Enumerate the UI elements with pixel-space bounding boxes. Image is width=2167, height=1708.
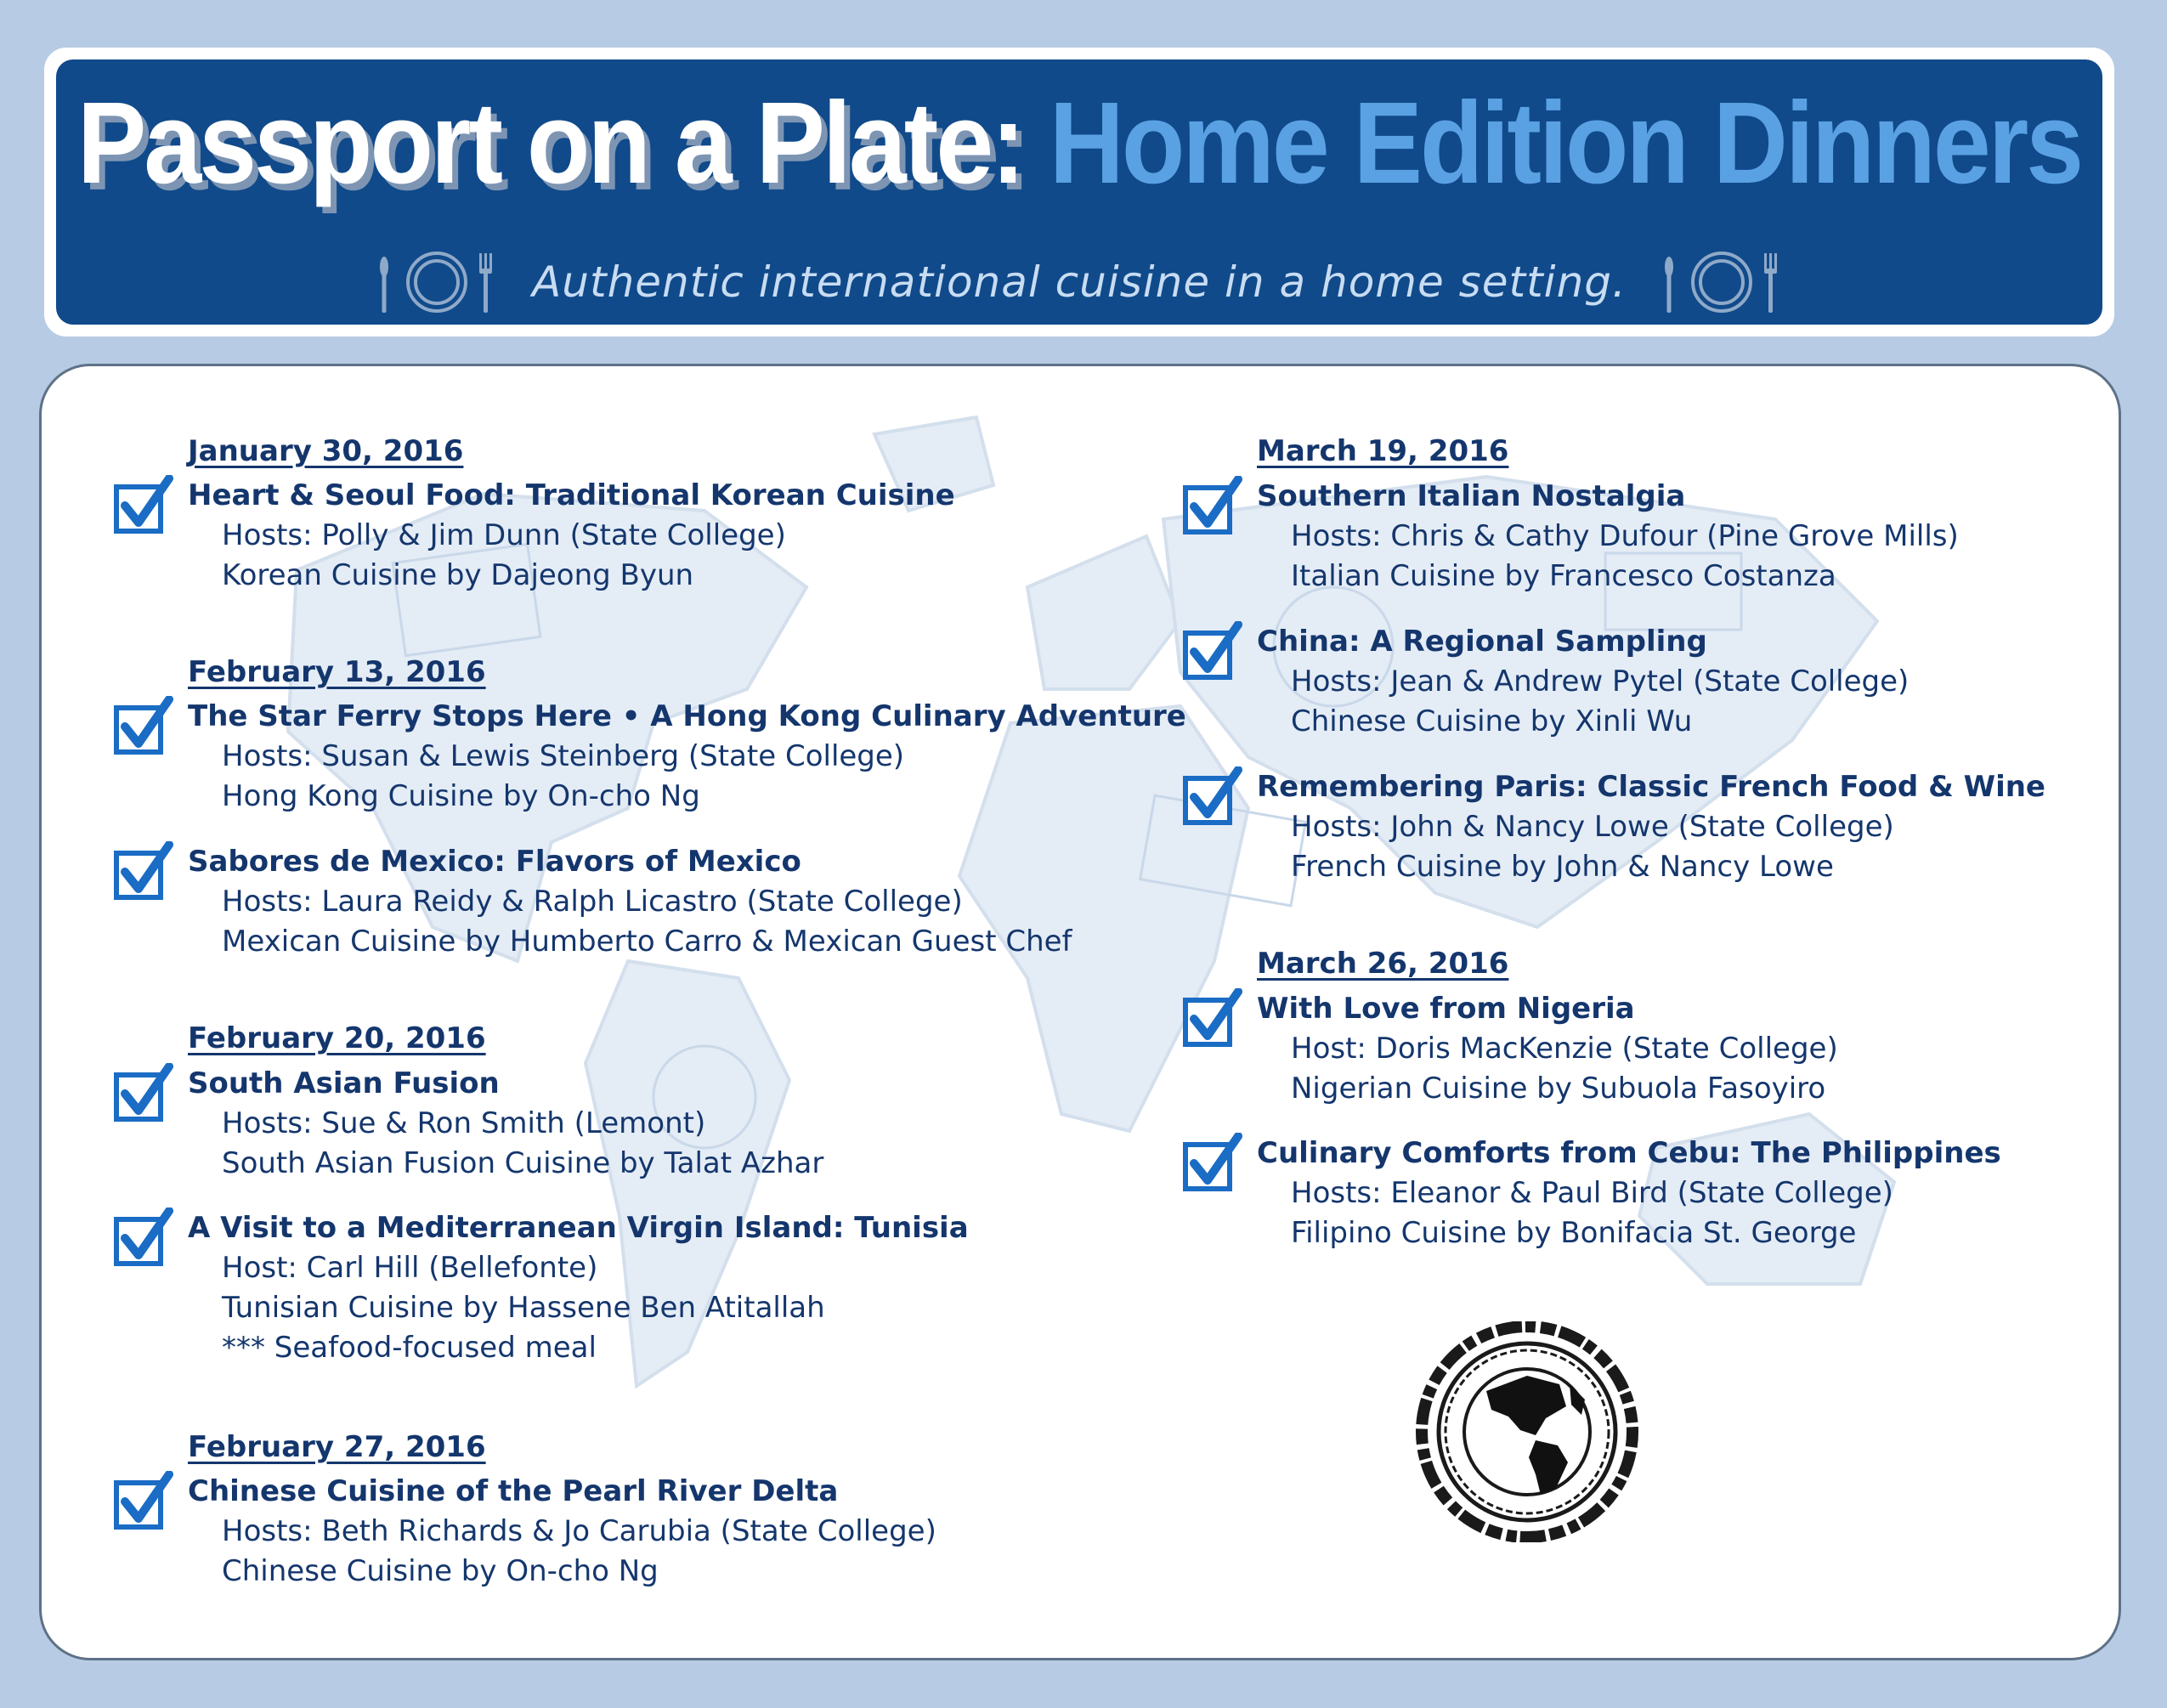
event-title: Culinary Comforts from Cebu: The Philippines: [1257, 1136, 2001, 1170]
event-note: *** Seafood-focused meal: [222, 1331, 597, 1365]
event-title: Sabores de Mexico: Flavors of Mexico: [188, 845, 801, 879]
event-hosts: Hosts: Polly & Jim Dunn (State College): [222, 518, 786, 552]
event-cuisine: Korean Cuisine by Dajeong Byun: [222, 558, 694, 592]
place-setting-icon: [1657, 248, 1786, 316]
checkbox-icon: [113, 475, 176, 538]
checkbox-icon: [113, 1471, 176, 1534]
event-hosts: Hosts: Jean & Andrew Pytel (State College): [1291, 665, 1910, 698]
event-title: The Star Ferry Stops Here • A Hong Kong Culinary Adventure: [188, 699, 1186, 733]
event-cuisine: Mexican Cuisine by Humberto Carro & Mexican Guest Chef: [222, 925, 1072, 959]
event-title: Southern Italian Nostalgia: [1257, 479, 1686, 513]
event-cuisine: French Cuisine by John & Nancy Lowe: [1291, 850, 1834, 884]
event-hosts: Hosts: Sue & Ron Smith (Lemont): [222, 1106, 706, 1140]
date-heading: January 30, 2016: [188, 434, 464, 468]
checkbox-icon: [1182, 988, 1245, 1051]
place-setting-icon: [372, 248, 501, 316]
event-hosts: Host: Carl Hill (Bellefonte): [222, 1251, 598, 1285]
event-hosts: Hosts: John & Nancy Lowe (State College): [1291, 810, 1894, 844]
checkbox-icon: [113, 1063, 176, 1126]
globe-stamp-icon: [1408, 1321, 1646, 1542]
date-heading: March 26, 2016: [1257, 947, 1509, 981]
subtitle: Authentic international cuisine in a home setting.: [532, 257, 1627, 307]
event-title: China: A Regional Sampling: [1257, 625, 1707, 659]
checkbox-icon: [1182, 476, 1245, 539]
checkbox-icon: [1182, 766, 1245, 829]
event-cuisine: Chinese Cuisine by Xinli Wu: [1291, 704, 1693, 738]
event-hosts: Host: Doris MacKenzie (State College): [1291, 1032, 1838, 1066]
event-cuisine: Italian Cuisine by Francesco Costanza: [1291, 559, 1836, 593]
title-part2: Home Edition Dinners: [1049, 77, 2082, 208]
page-title: [56, 76, 2102, 210]
checkbox-icon: [1182, 621, 1245, 684]
checkbox-icon: [113, 696, 176, 759]
event-hosts: Hosts: Chris & Cathy Dufour (Pine Grove Mills): [1291, 519, 1959, 553]
event-cuisine: Hong Kong Cuisine by On-cho Ng: [222, 779, 700, 813]
event-title: Remembering Paris: Classic French Food & Wine: [1257, 770, 2045, 804]
checkbox-icon: [1182, 1133, 1245, 1196]
checkbox-icon: [113, 841, 176, 904]
event-title: Chinese Cuisine of the Pearl River Delta: [188, 1474, 839, 1508]
date-heading: February 27, 2016: [188, 1430, 486, 1464]
checkbox-icon: [113, 1207, 176, 1270]
schedule-panel: [39, 364, 2121, 1660]
event-title: With Love from Nigeria: [1257, 992, 1635, 1026]
event-hosts: Hosts: Laura Reidy & Ralph Licastro (State College): [222, 885, 963, 919]
event-title: South Asian Fusion: [188, 1066, 500, 1100]
event-cuisine: Tunisian Cuisine by Hassene Ben Atitallah: [222, 1291, 825, 1325]
date-heading: February 20, 2016: [188, 1021, 486, 1055]
header-panel: [56, 59, 2102, 325]
event-cuisine: Filipino Cuisine by Bonifacia St. George: [1291, 1216, 1857, 1250]
subtitle-row: [56, 248, 2102, 316]
date-heading: February 13, 2016: [188, 655, 486, 689]
event-cuisine: South Asian Fusion Cuisine by Talat Azhar: [222, 1146, 824, 1180]
event-cuisine: Chinese Cuisine by On-cho Ng: [222, 1554, 659, 1588]
event-hosts: Hosts: Susan & Lewis Steinberg (State College): [222, 739, 905, 773]
event-hosts: Hosts: Eleanor & Paul Bird (State College): [1291, 1176, 1893, 1210]
header-banner: [44, 48, 2114, 337]
title-part1: Passport on a Plate:: [76, 77, 1023, 208]
event-title: Heart & Seoul Food: Traditional Korean Cuisine: [188, 478, 955, 512]
event-hosts: Hosts: Beth Richards & Jo Carubia (State College): [222, 1514, 936, 1548]
date-heading: March 19, 2016: [1257, 434, 1509, 468]
event-title: A Visit to a Mediterranean Virgin Island: Tunisia: [188, 1211, 969, 1245]
event-cuisine: Nigerian Cuisine by Subuola Fasoyiro: [1291, 1072, 1826, 1106]
